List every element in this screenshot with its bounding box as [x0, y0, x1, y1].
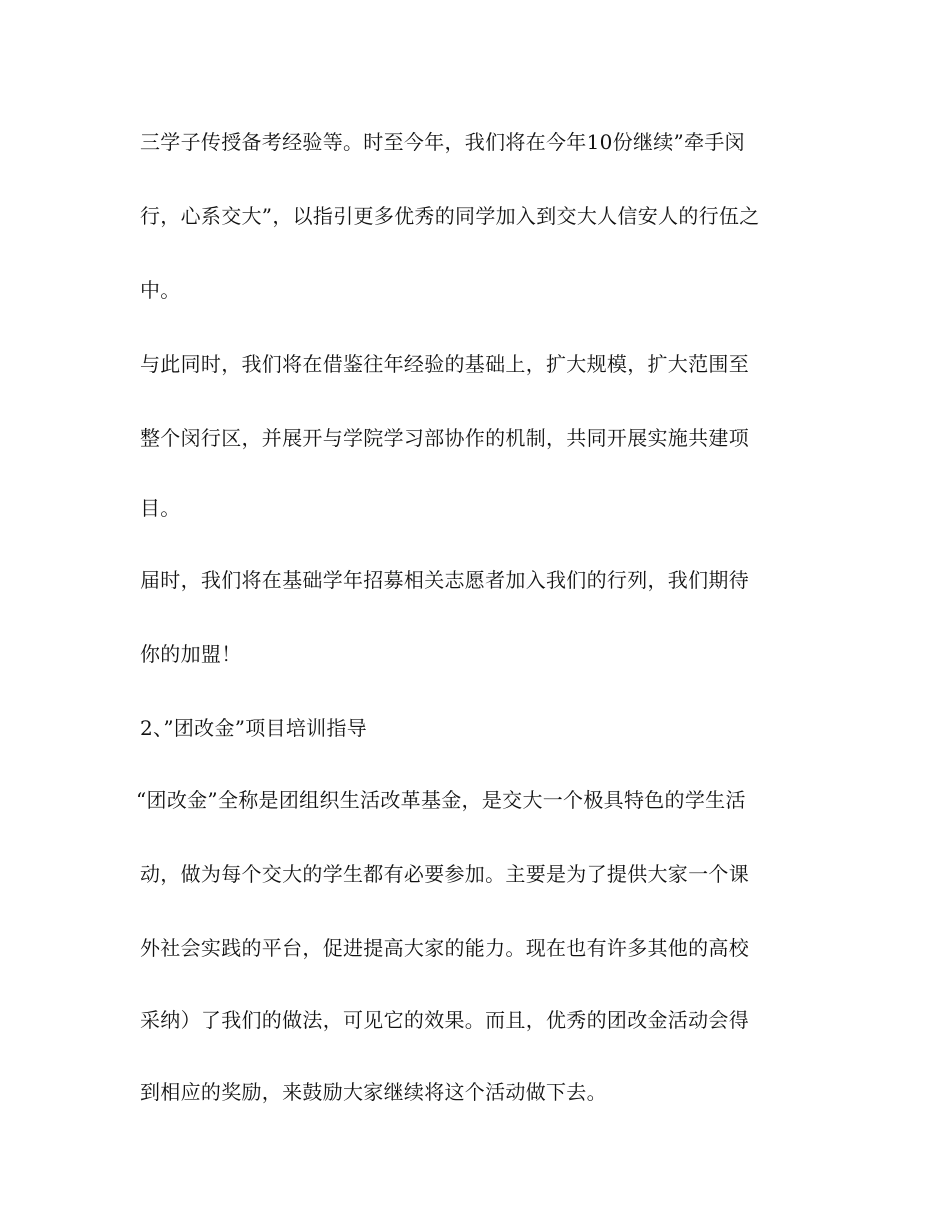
- text-line: 外社会实践的平台，促进提高大家的能力。现在也有许多其他的高校: [140, 936, 749, 960]
- text-line: 与此同时，我们将在借鉴往年经验的基础上，扩大规模，扩大范围至: [140, 352, 749, 376]
- text-line: 整个闵行区，并展开与学院学习部协作的机制，共同开展实施共建项: [140, 426, 749, 450]
- text-line: “团改金”全称是团组织生活改革基金，是交大一个极具特色的学生活: [136, 788, 746, 812]
- text-line: 你的加盟！: [140, 642, 242, 666]
- section-heading: 2、”团改金”项目培训指导: [140, 716, 368, 740]
- text-line: 采纳）了我们的做法，可见它的效果。而且，优秀的团改金活动会得: [140, 1008, 749, 1032]
- text-line: 三学子传授备考经验等。时至今年，我们将在今年10份继续”牵手闵: [140, 130, 745, 154]
- text-line: 届时，我们将在基础学年招募相关志愿者加入我们的行列，我们期待: [140, 568, 749, 592]
- text-line: 中。: [140, 278, 181, 302]
- text-line: 到相应的奖励，来鼓励大家继续将这个活动做下去。: [140, 1080, 607, 1104]
- text-line: 动，做为每个交大的学生都有必要参加。主要是为了提供大家一个课: [140, 862, 749, 886]
- text-line: 目。: [140, 496, 181, 520]
- text-line: 行，心系交大”，以指引更多优秀的同学加入到交大人信安人的行伍之: [140, 204, 760, 228]
